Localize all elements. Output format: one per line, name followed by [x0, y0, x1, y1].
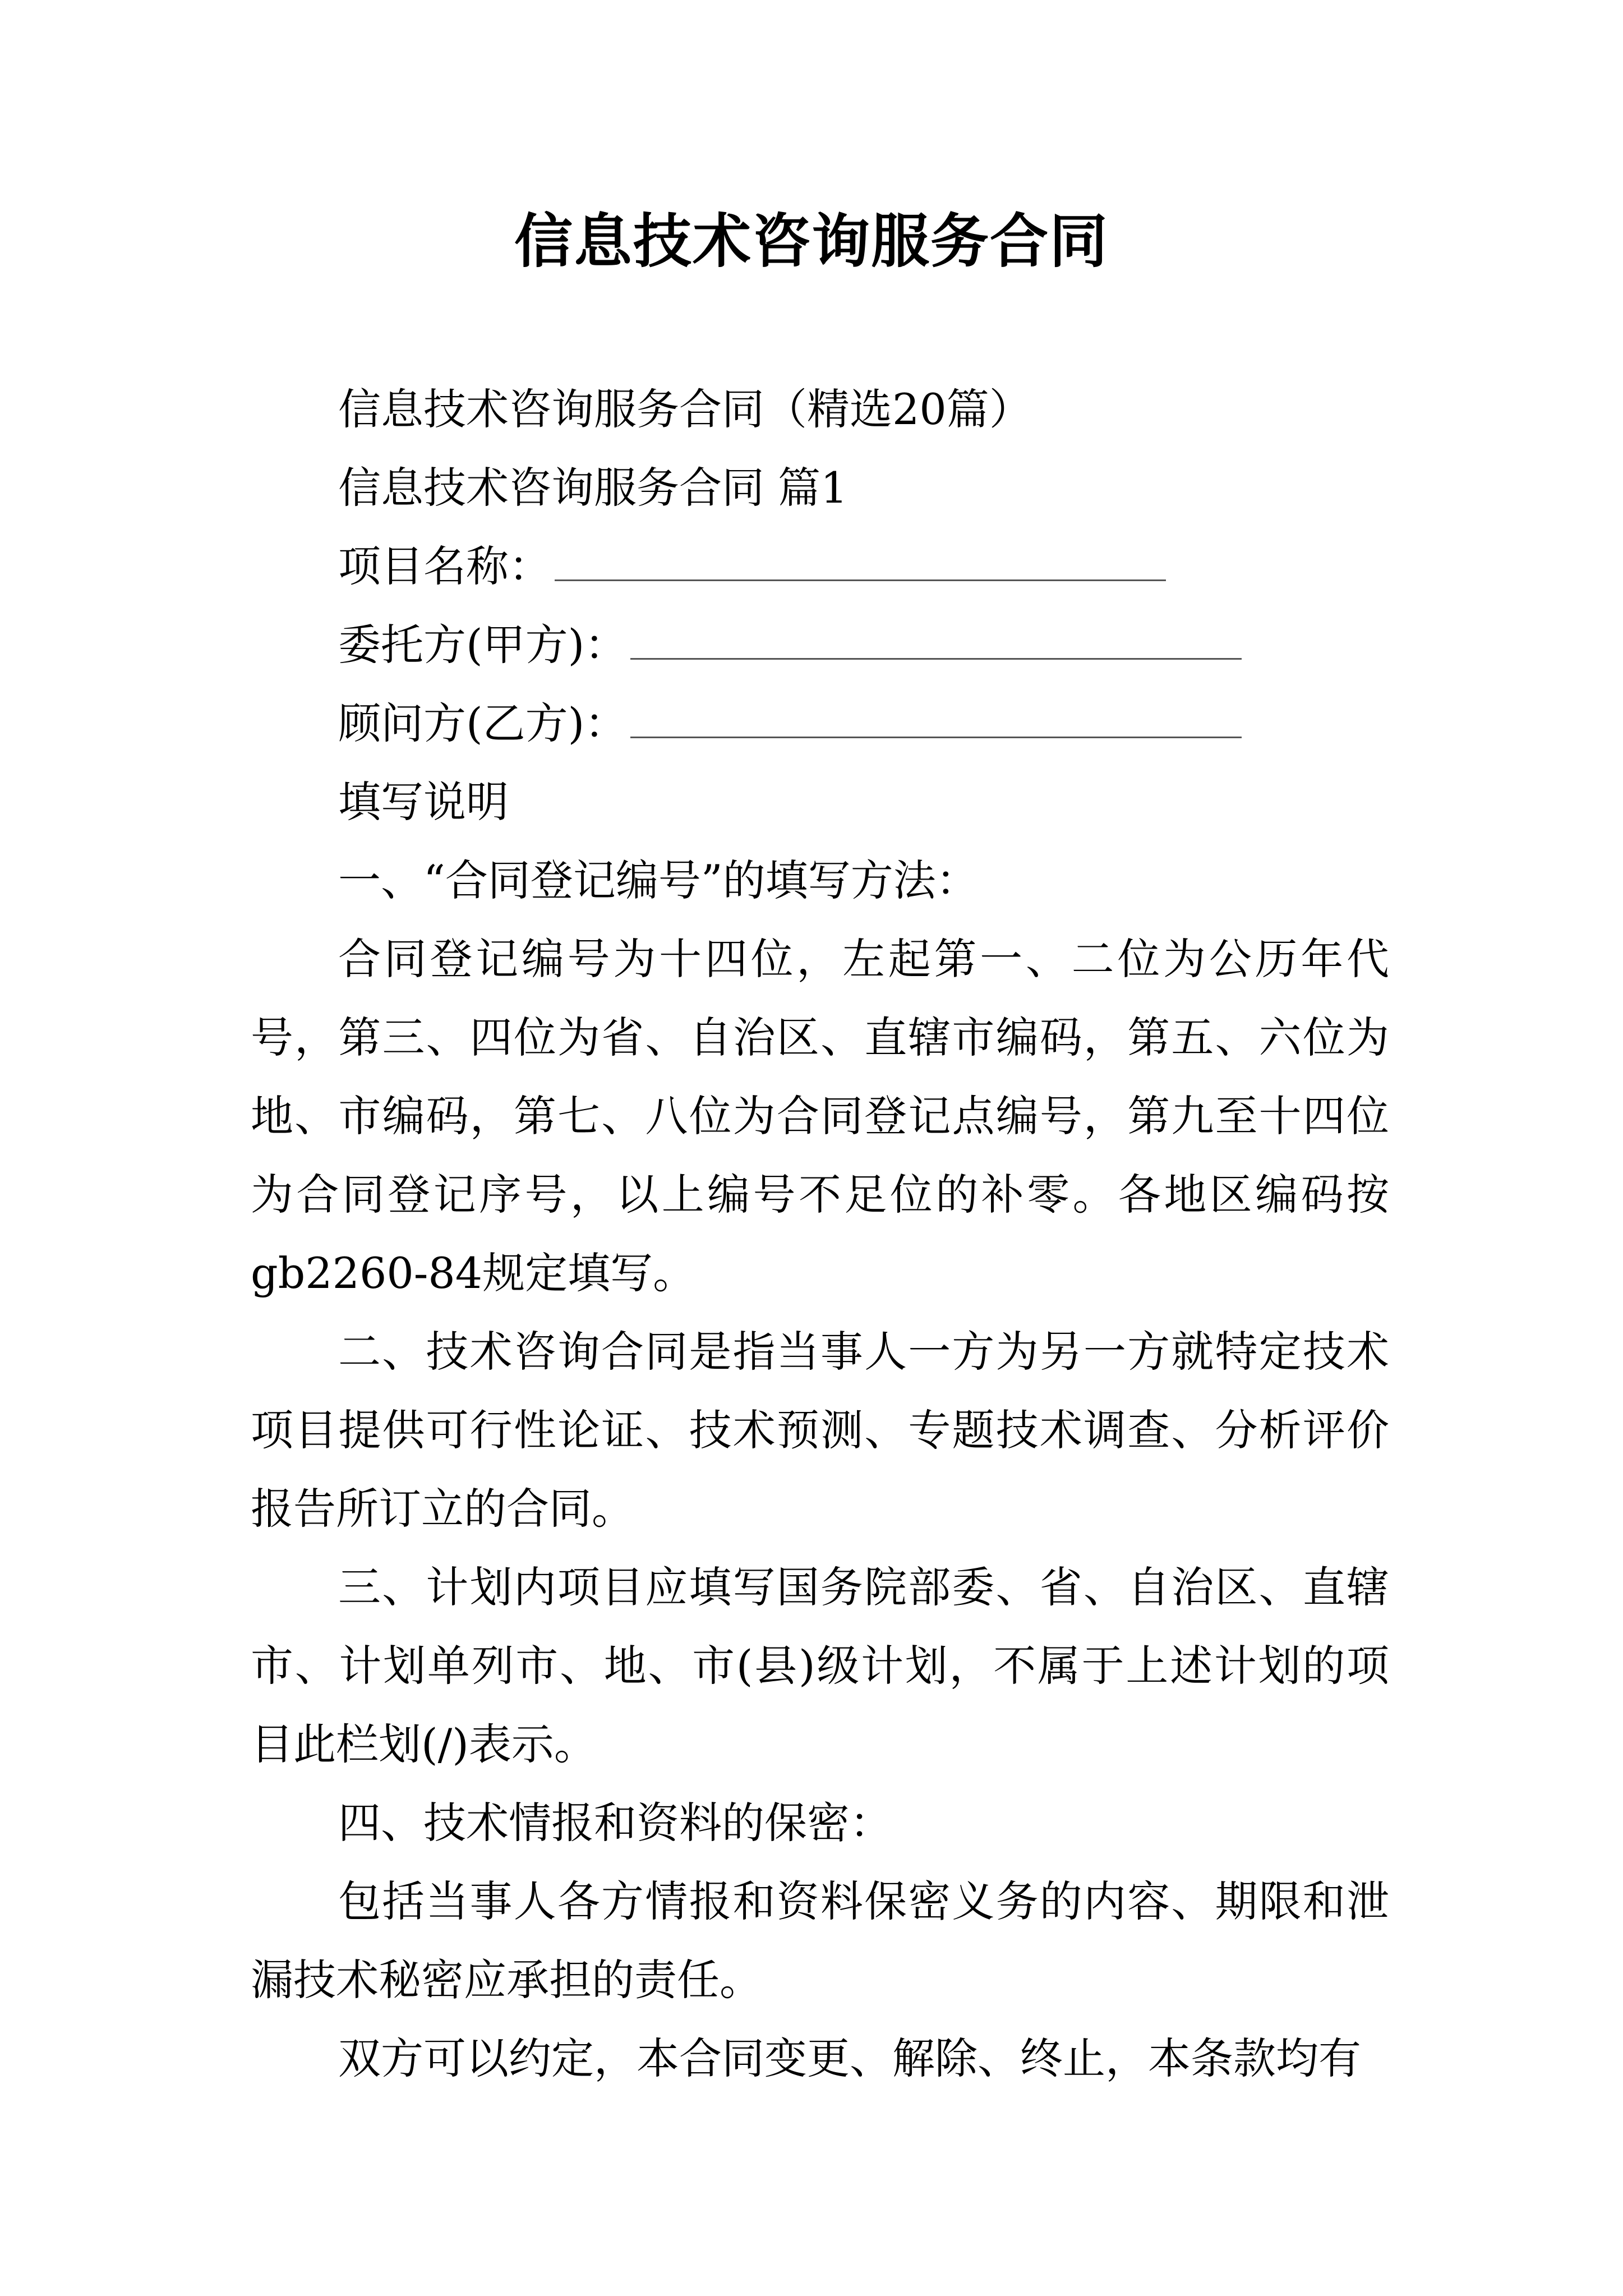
fill-note-heading: 填写说明 [338, 777, 509, 827]
paragraph: 包括当事人各方情报和资料保密义务的内容、期限和泄漏技术秘密应承担的责任。 [251, 1876, 1389, 2005]
blank-underline [555, 546, 1166, 581]
section-heading: 四、技术情报和资料的保密： [338, 1798, 892, 1848]
document-title: 信息技术咨询服务合同 [514, 206, 1109, 275]
paragraph: 双方可以约定，本合同变更、解除、终止，本条款均有 [338, 2033, 1361, 2083]
field-label: 顾问方(乙方)： [338, 698, 628, 748]
paragraph: 三、计划内项目应填写国务院部委、省、自治区、直辖市、计划单列市、地、市(县)级计划，不属于上述计划的项目此栏划(/)表示。 [251, 1562, 1389, 1769]
document-body [251, 370, 1389, 2098]
chapter-heading: 信息技术咨询服务合同 篇1 [338, 463, 848, 513]
section-heading: 一、“合同登记编号”的填写方法： [338, 855, 979, 905]
field-project-name [251, 527, 1389, 606]
subtitle-line: 信息技术咨询服务合同（精选20篇） [338, 384, 1032, 434]
paragraph: 二、技术咨询合同是指当事人一方为另一方就特定技术项目提供可行性论证、技术预测、专题技术调查、分析评价报告所订立的合同。 [251, 1327, 1389, 1534]
blank-underline [630, 624, 1242, 660]
field-consultant [251, 684, 1389, 763]
field-client [251, 606, 1389, 684]
field-label: 委托方(甲方)： [338, 620, 628, 670]
blank-underline [630, 703, 1242, 738]
field-label: 项目名称： [338, 541, 551, 591]
paragraph: 合同登记编号为十四位，左起第一、二位为公历年代号，第三、四位为省、自治区、直辖市编码，第五、六位为地、市编码，第七、八位为合同登记点编号，第九至十四位为合同登记序号，以上编号不足位的补零。各地区编码按gb2260-84规定填写。 [251, 934, 1389, 1298]
